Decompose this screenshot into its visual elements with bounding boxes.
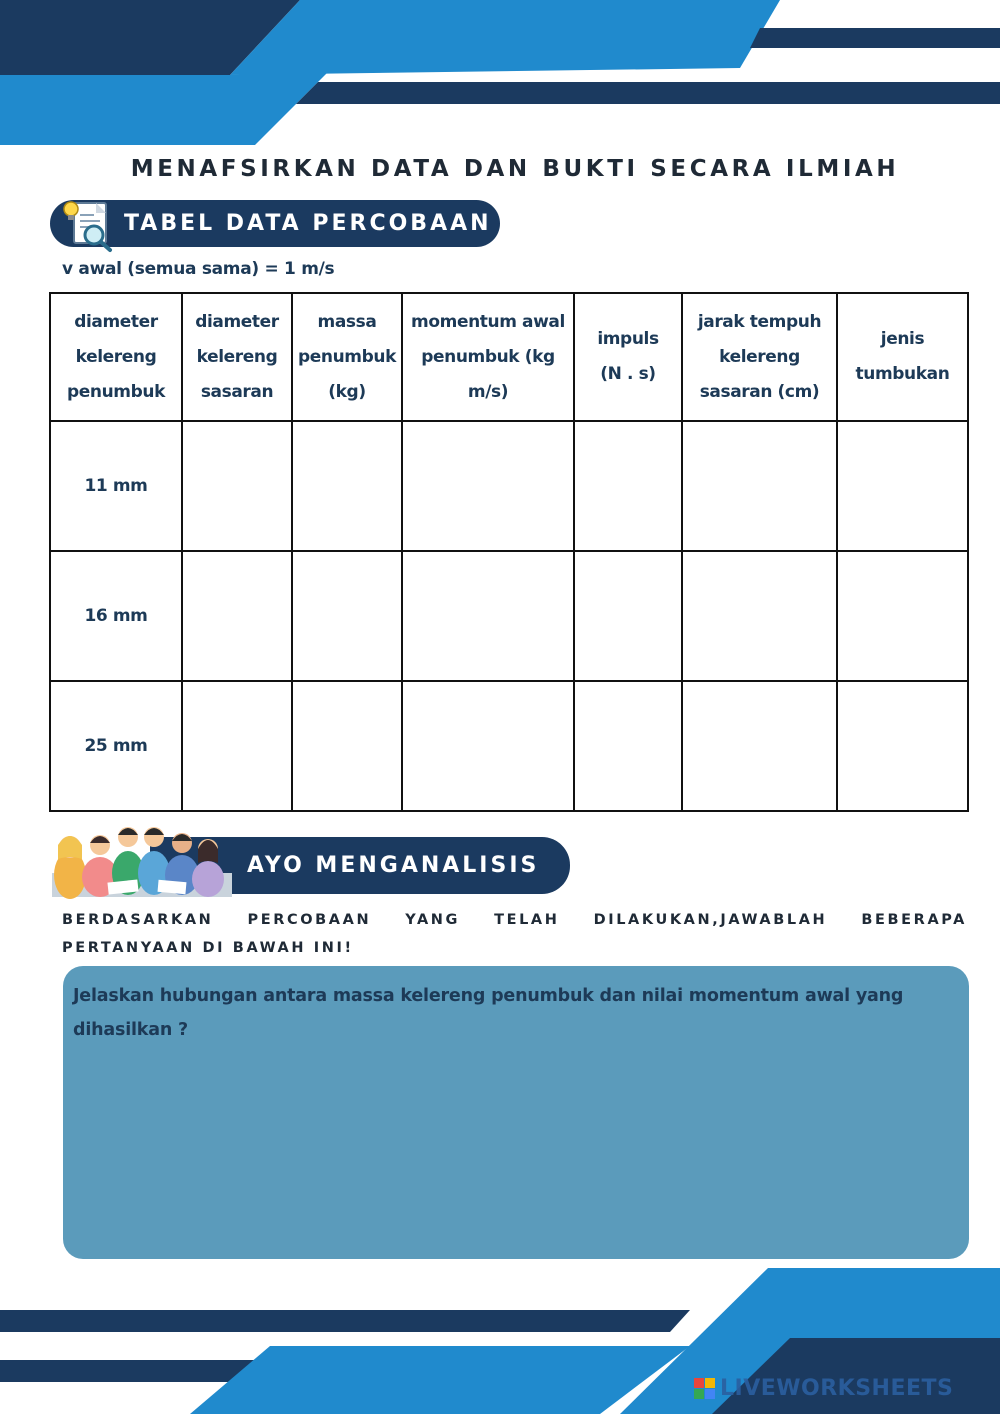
table-row [50, 421, 968, 551]
input-cell[interactable] [682, 551, 837, 681]
document-magnifier-icon [58, 195, 118, 255]
input-cell[interactable] [837, 551, 968, 681]
question-text: Jelaskan hubungan antara massa kelereng penumbuk dan nilai momentum awal yang dihasilkan ? [73, 986, 904, 1040]
input-cell[interactable] [182, 551, 292, 681]
header-cell: diameter kelereng sasaran [182, 293, 292, 421]
row-label-cell: 25 mm [50, 681, 182, 811]
input-cell[interactable] [837, 681, 968, 811]
input-cell[interactable] [292, 681, 402, 811]
input-cell[interactable] [574, 421, 682, 551]
top-decoration [0, 0, 1000, 150]
input-cell[interactable] [402, 551, 574, 681]
page-title: MENAFSIRKAN DATA DAN BUKTI SECARA ILMIAH [130, 156, 900, 182]
watermark-text: LIVEWORKSHEETS [720, 1376, 954, 1401]
section-header-label: AYO MENGANALISIS [247, 853, 540, 878]
input-cell[interactable] [182, 681, 292, 811]
instruction-text: BERDASARKAN PERCOBAAN YANG TELAH DILAKUKAN,JAWABLAH BEBERAPA PERTANYAAN DI BAWAH INI! [62, 912, 967, 956]
header-cell: jarak tempuh kelereng sasaran (cm) [682, 293, 837, 421]
section-header-label: TABEL DATA PERCOBAAN [124, 211, 492, 236]
header-cell: massa penumbuk (kg) [292, 293, 402, 421]
table-header-row [50, 293, 968, 421]
row-label-cell: 16 mm [50, 551, 182, 681]
input-cell[interactable] [682, 421, 837, 551]
input-cell[interactable] [682, 681, 837, 811]
watermark-logo [694, 1378, 716, 1400]
row-label-cell: 11 mm [50, 421, 182, 551]
input-cell[interactable] [182, 421, 292, 551]
header-cell: jenis tumbukan [837, 293, 968, 421]
input-cell[interactable] [574, 551, 682, 681]
input-cell[interactable] [574, 681, 682, 811]
header-cell: impuls (N . s) [574, 293, 682, 421]
students-group-icon [48, 815, 238, 900]
initial-velocity-note: v awal (semua sama) = 1 m/s [62, 259, 335, 279]
input-cell[interactable] [402, 681, 574, 811]
header-cell: diameter kelereng penumbuk [50, 293, 182, 421]
input-cell[interactable] [402, 421, 574, 551]
input-cell[interactable] [837, 421, 968, 551]
table-row [50, 681, 968, 811]
experiment-data-table [49, 292, 969, 812]
table-row [50, 551, 968, 681]
header-cell: momentum awal penumbuk (kg m/s) [402, 293, 574, 421]
input-cell[interactable] [292, 421, 402, 551]
input-cell[interactable] [292, 551, 402, 681]
